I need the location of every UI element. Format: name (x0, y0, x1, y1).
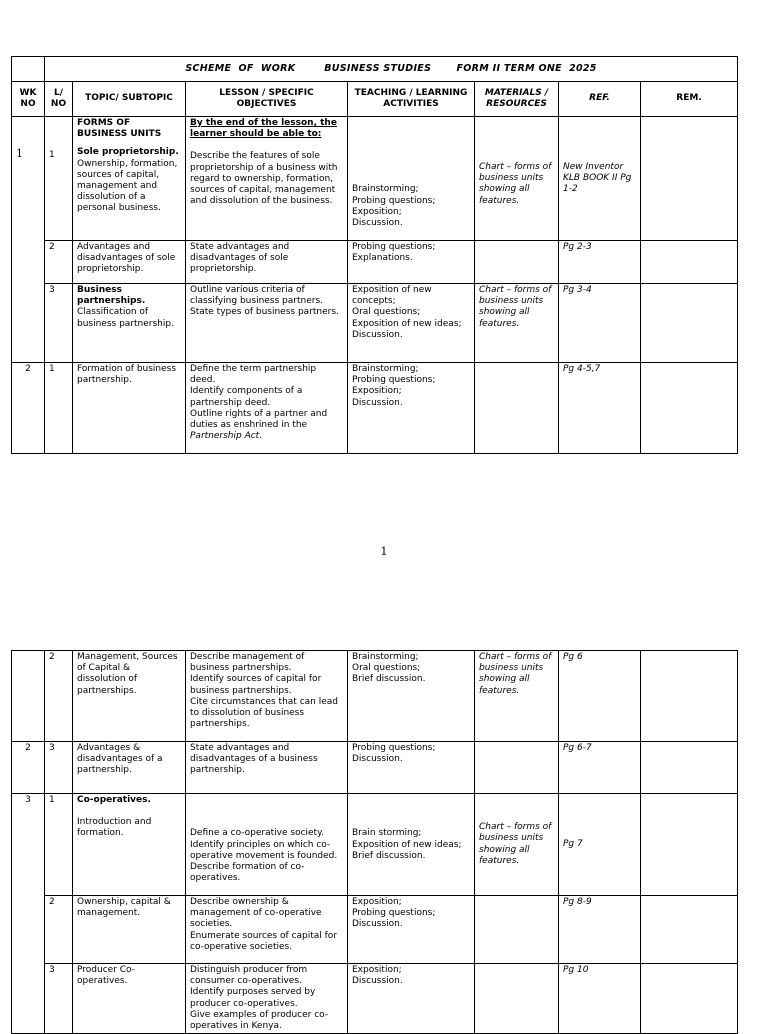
col-header-ref: REF. (559, 82, 641, 117)
week-number: 3 (12, 794, 45, 1034)
materials-cell: Chart – forms of business units showing all features. (475, 651, 559, 742)
topic-cell (73, 117, 186, 241)
objectives-cell: Distinguish producer from consumer co-operatives. Identify purposes served by producer co-operatives. Give examples of producer co-operatives in Kenya. (186, 964, 348, 1034)
lesson-cell (45, 117, 73, 241)
ref-cell: Pg 6-7 (559, 742, 641, 794)
rem-cell (641, 363, 738, 454)
materials-cell (475, 363, 559, 454)
materials-cell: Chart – forms of business units showing all features. (475, 794, 559, 896)
ref-cell: Pg 7 (559, 794, 641, 896)
activities-cell: Brainstorming; Probing questions; Exposition; Discussion. (348, 363, 475, 454)
table-row (12, 794, 738, 896)
ref-cell (559, 117, 641, 241)
table-row (12, 896, 738, 964)
lesson-number: 3 (45, 742, 73, 794)
activities-cell: Brainstorming; Oral questions; Brief discussion. (348, 651, 475, 742)
objectives-heading: By the end of the lesson, the learner should be able to: (190, 118, 337, 140)
activities-cell: Probing questions; Explanations. (348, 241, 475, 284)
activities-cell: Exposition; Probing questions; Discussion. (348, 896, 475, 964)
scheme-title: SCHEME OF WORK BUSINESS STUDIES FORM II TERM ONE 2025 (45, 57, 738, 82)
activities-cell (348, 117, 475, 241)
objectives-cell: State advantages and disadvantages of a business partnership. (186, 742, 348, 794)
col-header-lno: L/ NO (45, 82, 73, 117)
materials-cell (475, 964, 559, 1034)
rem-cell (641, 651, 738, 742)
materials-cell (475, 742, 559, 794)
activities-cell: Exposition; Discussion. (348, 964, 475, 1034)
scheme-table-page2 (11, 650, 738, 1034)
topic-cell: Management, Sources of Capital & dissolution of partnerships. (73, 651, 186, 742)
page-number: 1 (380, 545, 388, 558)
week-cell (12, 117, 45, 363)
table-row (12, 363, 738, 454)
materials-cell: Chart – forms of business units showing all features. (475, 284, 559, 363)
activities-cell: Exposition of new concepts; Oral questions; Exposition of new ideas; Discussion. (348, 284, 475, 363)
objectives-cell: State advantages and disadvantages of sole proprietorship. (186, 241, 348, 284)
objectives-cell: Describe management of business partnerships. Identify sources of capital for business partnerships. Cite circumstances that can lead to dissolution of business partnerships. (186, 651, 348, 742)
col-header-rem: REM. (641, 82, 738, 117)
lesson-number: 2 (45, 241, 73, 284)
ref-cell: Pg 10 (559, 964, 641, 1034)
subtopic-title: Co-operatives. (77, 795, 151, 805)
materials-cell (475, 896, 559, 964)
objectives-cell: Describe ownership & management of co-operative societies. Enumerate sources of capital for co-operative societies. (186, 896, 348, 964)
act-name: Partnership Act (190, 431, 260, 442)
lesson-number: 1 (45, 363, 73, 454)
col-header-topic: TOPIC/ SUBTOPIC (73, 82, 186, 117)
topic-heading: FORMS OF BUSINESS UNITS (77, 118, 162, 140)
materials-cell (475, 117, 559, 241)
objectives-cell: Outline various criteria of classifying business partners. State types of business partners. (186, 284, 348, 363)
subtopic-detail: Classification of business partnership. (77, 307, 174, 329)
objectives-cell (186, 363, 348, 454)
table-row (12, 742, 738, 794)
objectives-cell (186, 794, 348, 896)
week-cell (12, 651, 45, 742)
objectives-cell (186, 117, 348, 241)
rem-cell (641, 284, 738, 363)
activities-text: Brain storming; Exposition of new ideas; Brief discussion. (352, 828, 462, 861)
objectives-text: Define the term partnership deed. Identify components of a partnership deed. Outline rights of a partner and duties as enshrined in the (190, 364, 328, 431)
subtopic-title: Business partnerships. (77, 285, 146, 307)
table-row (12, 117, 738, 241)
rem-cell (641, 794, 738, 896)
activities-cell: Probing questions; Discussion. (348, 742, 475, 794)
objectives-text: Define a co-operative society. Identify principles on which co-operative movement is founded. Describe formation of co-operatives. (190, 828, 338, 884)
topic-cell (73, 794, 186, 896)
col-header-wk: WK NO (12, 82, 45, 117)
col-header-objectives: LESSON / SPECIFIC OBJECTIVES (186, 82, 348, 117)
scheme-table-page1 (11, 56, 738, 454)
table-row (12, 964, 738, 1034)
topic-cell: Producer Co-operatives. (73, 964, 186, 1034)
activities-text: Brainstorming; Probing questions; Exposition; Discussion. (352, 184, 436, 229)
table-row (12, 651, 738, 742)
rem-cell (641, 896, 738, 964)
wk-header-blank (12, 57, 45, 82)
topic-cell: Advantages and disadvantages of sole proprietorship. (73, 241, 186, 284)
week-number: 1 (16, 147, 23, 160)
rem-cell (641, 964, 738, 1034)
week-number: 2 (12, 363, 45, 454)
ref-cell: Pg 6 (559, 651, 641, 742)
lesson-number: 3 (45, 964, 73, 1034)
rem-cell (641, 117, 738, 241)
ref-cell: Pg 3-4 (559, 284, 641, 363)
topic-cell: Ownership, capital & management. (73, 896, 186, 964)
table-row (12, 241, 738, 284)
week-number: 2 (12, 742, 45, 794)
objectives-text: Describe the features of sole proprietorship of a business with regard to ownership, formation, sources of capital, management and dissolution of the business. (190, 151, 338, 207)
topic-cell: Formation of business partnership. (73, 363, 186, 454)
lesson-number: 1 (45, 794, 73, 896)
lesson-number: 2 (45, 651, 73, 742)
activities-cell (348, 794, 475, 896)
subtopic-detail: Introduction and formation. (77, 817, 152, 839)
ref-text: New Inventor KLB BOOK II Pg 1-2 (563, 162, 632, 195)
lesson-number: 1 (49, 150, 55, 160)
ref-cell: Pg 8-9 (559, 896, 641, 964)
col-header-activities: TEACHING / LEARNING ACTIVITIES (348, 82, 475, 117)
lesson-number: 3 (45, 284, 73, 363)
objectives-end: . (259, 431, 263, 442)
rem-cell (641, 742, 738, 794)
topic-cell (73, 284, 186, 363)
materials-text: Chart – forms of business units showing all features. (479, 162, 552, 206)
table-row (12, 284, 738, 363)
ref-cell: Pg 4-5,7 (559, 363, 641, 454)
rem-cell (641, 241, 738, 284)
topic-cell: Advantages & disadvantages of a partnership. (73, 742, 186, 794)
ref-cell: Pg 2-3 (559, 241, 641, 284)
materials-cell (475, 241, 559, 284)
subtopic-title: Sole proprietorship. (77, 147, 179, 158)
subtopic-detail: Ownership, formation, sources of capital, management and dissolution of a personal business. (77, 158, 178, 214)
col-header-materials: MATERIALS / RESOURCES (475, 82, 559, 117)
lesson-number: 2 (45, 896, 73, 964)
